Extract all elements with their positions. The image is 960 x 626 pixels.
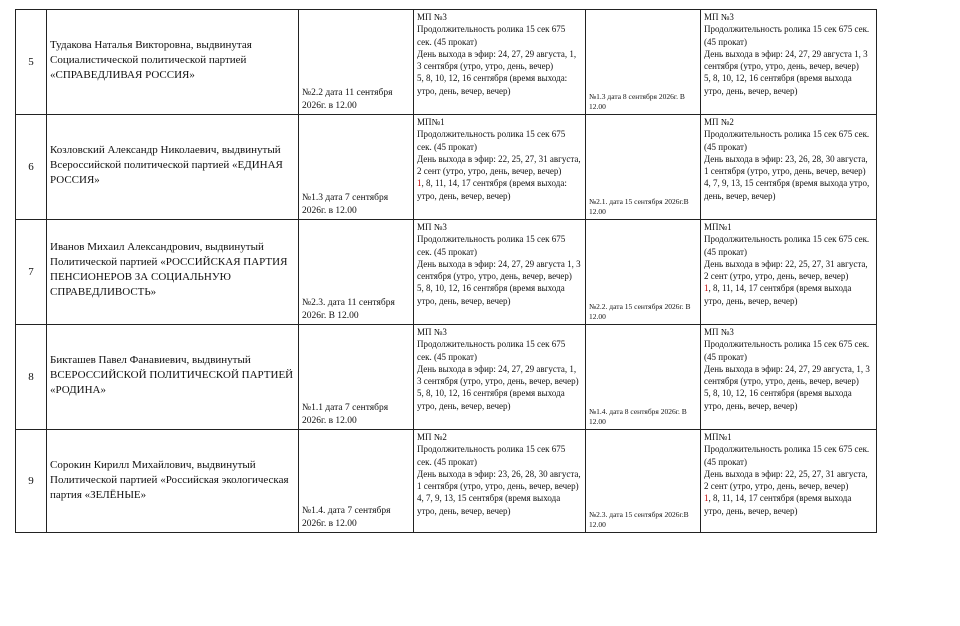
media-plan-title: МП№1: [704, 222, 732, 232]
media-plan-1: [414, 220, 586, 325]
media-plan-air-dates: День выхода в эфир: 24, 27, 29 августа, 1, 3 сентября (утро, утро, день, вечер, вечер): [704, 363, 870, 387]
draw-date-2: №2.1. дата 15 сентября 2026г.В 12.00: [586, 115, 701, 220]
draw-date-2: №1.3 дата 8 сентября 2026г. В 12.00: [586, 10, 701, 115]
media-plan-duration: Продолжительность ролика 15 сек 675 сек. (45 прокат): [417, 339, 566, 362]
media-plan-september-dates: 5, 8, 10, 12, 16 сентября (время выхода утро, день, вечер, вечер): [704, 388, 852, 411]
media-plan-september-dates: 5, 8, 10, 12, 16 сентября (время выхода: утро, день, вечер, вечер): [417, 73, 568, 96]
row-number: 7: [16, 220, 47, 325]
draw-date-1: №1.3 дата 7 сентября 2026г. в 12.00: [299, 115, 414, 220]
media-plan-air-dates: День выхода в эфир: 24, 27, 29 августа 1, 3 сентября (утро, утро, день, вечер, вечер): [417, 258, 581, 282]
media-plan-air-dates: День выхода в эфир: 22, 25, 27, 31 августа, 2 сент (утро, утро, день, вечер, вечер): [704, 258, 868, 282]
table-row: [16, 115, 877, 220]
media-plan-title: МП №2: [704, 117, 734, 127]
table-row: [16, 325, 877, 430]
highlight-day: 1: [704, 283, 709, 294]
media-plan-2: [701, 220, 877, 325]
media-plan-title: МП №3: [704, 12, 734, 22]
candidate-name: Иванов Михаил Александрович, выдвинутый Политической партией «РОССИЙСКАЯ ПАРТИЯ ПЕНСИОНЕРОВ ЗА СОЦИАЛЬНУЮ СПРАВЕДЛИВОСТЬ»: [47, 220, 299, 325]
row-number: 8: [16, 325, 47, 430]
media-plan-title: МП №2: [417, 432, 447, 442]
media-plan-duration: Продолжительность ролика 15 сек 675 сек. (45 прокат): [417, 129, 566, 152]
media-plan-2: [701, 325, 877, 430]
table-row: [16, 10, 877, 115]
media-plan-september-dates: 1, 8, 11, 14, 17 сентября (время выхода утро, день, вечер, вечер): [704, 493, 852, 516]
candidate-name: Козловский Александр Николаевич, выдвинутый Всероссийской политической партией «ЕДИНАЯ РОССИЯ»: [47, 115, 299, 220]
draw-date-1: №2.3. дата 11 сентября 2026г. В 12.00: [299, 220, 414, 325]
media-plan-duration: Продолжительность ролика 15 сек 675 сек. (45 прокат): [704, 444, 870, 467]
media-plan-2: [701, 115, 877, 220]
media-plan-duration: Продолжительность ролика 15 сек 675 сек. (45 прокат): [704, 234, 870, 257]
media-plan-air-dates: День выхода в эфир: 22, 25, 27, 31 августа, 2 сент (утро, утро, день, вечер, вечер): [417, 153, 581, 177]
draw-date-2: №2.3. дата 15 сентября 2026г.В 12.00: [586, 430, 701, 533]
media-plan-september-dates: 5, 8, 10, 12, 16 сентября (время выхода утро, день, вечер, вечер): [704, 73, 852, 96]
media-plan-september-dates: 5, 8, 10, 12, 16 сентября (время выхода утро, день, вечер, вечер): [417, 388, 565, 411]
media-plan-title: МП №3: [417, 327, 447, 337]
draw-date-1: №2.2 дата 11 сентября 2026г. в 12.00: [299, 10, 414, 115]
media-plan-air-dates: День выхода в эфир: 24, 27, 29 августа, 1, 3 сентября (утро, утро, день, вечер, вечер): [417, 363, 579, 387]
media-plan-september-dates: 1, 8, 11, 14, 17 сентября (время выхода: утро, день, вечер, вечер): [417, 178, 567, 201]
media-plan-duration: Продолжительность ролика 15 сек 675 сек. (45 прокат): [417, 234, 566, 257]
media-plan-1: [414, 115, 586, 220]
media-plan-title: МП №3: [417, 222, 447, 232]
candidate-name: Тудакова Наталья Викторовна, выдвинутая Социалистической политической партией «СПРАВЕДЛИВАЯ РОССИЯ»: [47, 10, 299, 115]
media-plan-september-dates: 1, 8, 11, 14, 17 сентября (время выхода утро, день, вечер, вечер): [704, 283, 852, 306]
highlight-day: 1: [417, 178, 422, 189]
media-plan-title: МП№1: [704, 432, 732, 442]
table-row: [16, 430, 877, 533]
media-plan-1: [414, 10, 586, 115]
candidate-name: Бикташев Павел Фанавиевич, выдвинутый ВСЕРОССИЙСКОЙ ПОЛИТИЧЕСКОЙ ПАРТИЕЙ «РОДИНА»: [47, 325, 299, 430]
media-plan-air-dates: День выхода в эфир: 23, 26, 28, 30 августа, 1 сентября (утро, утро, день, вечер, вечер): [704, 153, 868, 177]
candidate-name: Сорокин Кирилл Михайлович, выдвинутый Политической партией «Российская экологическая партия «ЗЕЛЁНЫЕ»: [47, 430, 299, 533]
draw-date-1: №1.1 дата 7 сентября 2026г. в 12.00: [299, 325, 414, 430]
media-plan-air-dates: День выхода в эфир: 23, 26, 28, 30 августа, 1 сентября (утро, утро, день, вечер, вечер): [417, 468, 581, 492]
media-plan-duration: Продолжительность ролика 15 сек 675 сек. (45 прокат): [417, 444, 566, 467]
draw-date-1: №1.4. дата 7 сентября 2026г. в 12.00: [299, 430, 414, 533]
media-plan-september-dates: 4, 7, 9, 13, 15 сентября (время выхода утро, день, вечер, вечер): [417, 493, 561, 516]
media-plan-september-dates: 4, 7, 9, 13, 15 сентября (время выхода утро, день, вечер, вечер): [704, 178, 870, 201]
row-number: 6: [16, 115, 47, 220]
media-plan-duration: Продолжительность ролика 15 сек 675 сек. (45 прокат): [704, 24, 870, 47]
media-plan-2: [701, 430, 877, 533]
table-row: [16, 220, 877, 325]
media-plan-air-dates: День выхода в эфир: 22, 25, 27, 31 августа, 2 сент (утро, утро, день, вечер, вечер): [704, 468, 868, 492]
media-plan-title: МП №3: [704, 327, 734, 337]
media-plan-duration: Продолжительность ролика 15 сек 675 сек. (45 прокат): [704, 339, 870, 362]
draw-date-2: №2.2. дата 15 сентября 2026г. В 12.00: [586, 220, 701, 325]
highlight-day: 1: [704, 493, 709, 504]
row-number: 9: [16, 430, 47, 533]
media-plan-air-dates: День выхода в эфир: 24, 27, 29 августа, 1, 3 сентября (утро, утро, день, вечер): [417, 48, 577, 72]
media-plan-title: МП№1: [417, 117, 445, 127]
media-plan-title: МП №3: [417, 12, 447, 22]
media-plan-1: [414, 325, 586, 430]
media-plan-2: [701, 10, 877, 115]
broadcast-schedule-table: [15, 9, 877, 533]
media-plan-1: [414, 430, 586, 533]
row-number: 5: [16, 10, 47, 115]
media-plan-duration: Продолжительность ролика 15 сек 675 сек. (45 прокат): [704, 129, 870, 152]
draw-date-2: №1.4. дата 8 сентября 2026г. В 12.00: [586, 325, 701, 430]
media-plan-september-dates: 5, 8, 10, 12, 16 сентября (время выхода утро, день, вечер, вечер): [417, 283, 565, 306]
media-plan-duration: Продолжительность ролика 15 сек 675 сек. (45 прокат): [417, 24, 566, 47]
media-plan-air-dates: День выхода в эфир: 24, 27, 29 августа 1, 3 сентября (утро, утро, день, вечер, вечер): [704, 48, 868, 72]
